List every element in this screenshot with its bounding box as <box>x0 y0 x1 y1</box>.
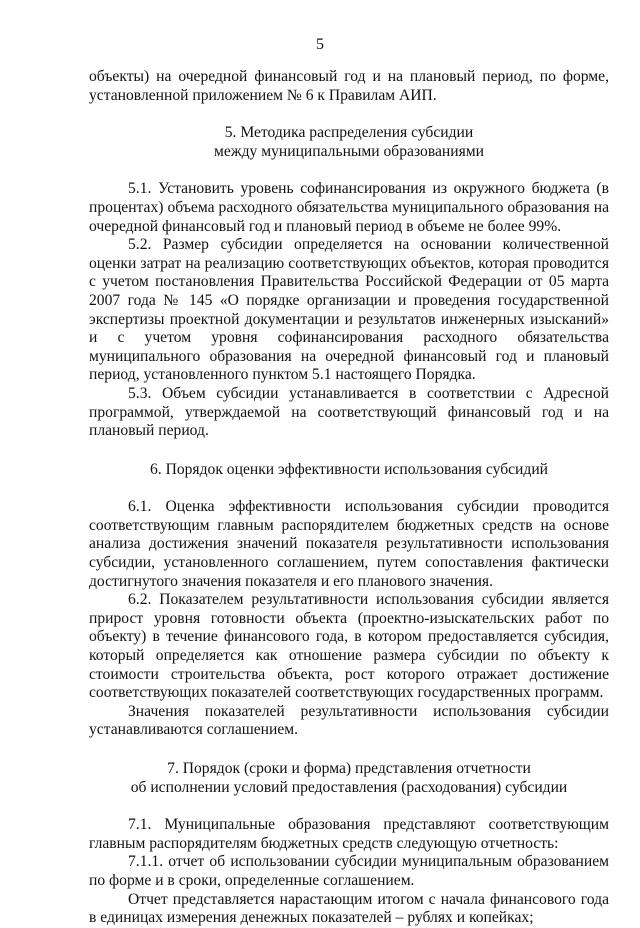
paragraph-5-2: 5.2. Размер субсидии определяется на основании количественной оценки затрат на реализацию соответствующих объектов, которая проводится с учетом постановления Правительства Российской Федерации от 05 марта 2007 года № 145 «О порядке организации и проведения государственной экспертизы проектной документации и результатов инженерных изысканий» и с учетом уровня софинансирования расходного обязательства муниципального образования на очередной финансовый год и плановый период, установленного пунктом 5.1 настоящего Порядка. <box>89 236 609 384</box>
document-body <box>89 68 609 928</box>
paragraph-5-3: 5.3. Объем субсидии устанавливается в соответствии с Адресной программой, утверждаемой на соответствующий финансовый год и на плановый период. <box>89 384 609 440</box>
paragraph-7-1: 7.1. Муниципальные образования представляют соответствующим главным распорядителям бюджетных средств следующую отчетность: <box>89 816 609 852</box>
paragraph-6-2: 6.2. Показателем результативности использования субсидии является прирост уровня готовности объекта (проектно-изыскательских работ по объекту) в течение финансового года, в котором предоставляется субсидия, который определяется как отношение размера субсидии по объекту к стоимости строительства объекта, рост которого отражает достижение соответствующих показателей соответствующих государственных программ. <box>89 591 609 702</box>
section-6-title: 6. Порядок оценки эффективности использования субсидий <box>149 460 549 478</box>
section-7-heading <box>89 760 609 797</box>
section-5-title-line-1: 5. Методика распределения субсидии <box>224 124 474 142</box>
section-5-heading <box>89 124 609 161</box>
paragraph-6-1: 6.1. Оценка эффективности использования субсидии проводится соответствующим главным распорядителем бюджетных средств на основе анализа достижения значений показателя результативности использования субсидии, установленного соглашением, путем сопоставления фактически достигнутого значения показателя и его планового значения. <box>89 498 609 590</box>
section-5-title-line-2: между муниципальными образованиями <box>214 142 484 160</box>
section-7-title-line-2: об исполнении условий предоставления (расходования) субсидии <box>130 778 568 796</box>
section-7-title-line-1: 7. Порядок (сроки и форма) представления отчетности <box>167 760 531 777</box>
continuation-paragraph: объекты) на очередной финансовый год и на плановый период, по форме, установленной приложением № 6 к Правилам АИП. <box>89 68 609 104</box>
paragraph-7-1-1: 7.1.1. отчет об использовании субсидии муниципальным образованием по форме и в сроки, определенные соглашением. <box>89 853 609 889</box>
page-number: 5 <box>316 36 324 53</box>
paragraph-5-1: 5.1. Установить уровень софинансирования из окружного бюджета (в процентах) объема расходного обязательства муниципального образования на очередной финансовый год и плановый период в объеме не более 99%. <box>89 180 609 235</box>
paragraph-6-3: Значения показателей результативности использования субсидии устанавливаются соглашением. <box>89 702 609 739</box>
paragraph-report: Отчет представляется нарастающим итогом с начала финансового года в единицах измерения денежных показателей – рублях и копейках; <box>89 890 609 927</box>
section-6-heading <box>89 461 609 480</box>
